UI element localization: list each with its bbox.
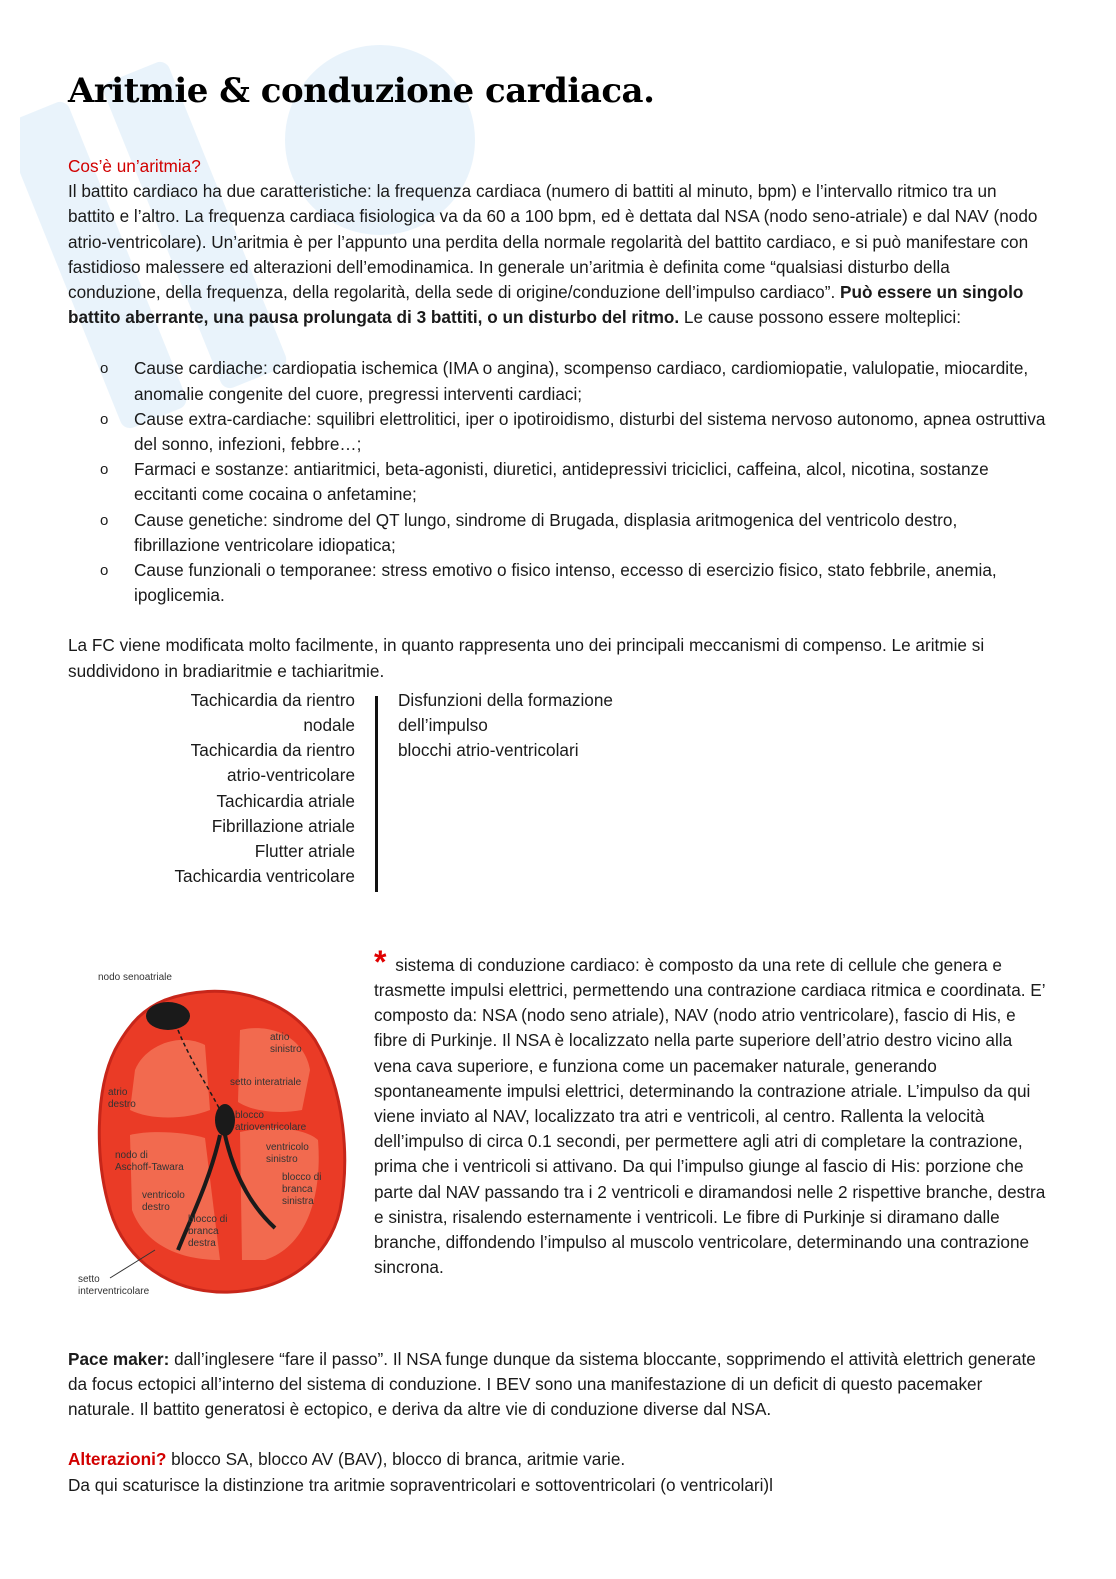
list-item: Tachicardia atriale — [216, 790, 355, 811]
label-blocco-av: atrioventricolare — [235, 1121, 307, 1133]
list-item: Tachicardia da rientro — [190, 689, 355, 710]
label-nodo-aschoff: nodo di — [115, 1149, 148, 1161]
label-setto-interatriale: setto interatriale — [230, 1076, 302, 1088]
alterazioni-label: Alterazioni? — [68, 1449, 167, 1470]
list-item: Tachicardia da rientro — [190, 740, 355, 761]
cause-text: Cause genetiche: sindrome del QT lungo, sindrome di Brugada, displasia aritmogenica del ventricolo destro, fibrillazione ventricolare idiopatica; — [134, 509, 958, 555]
cause-text: Cause cardiache: cardiopatia ischemica (IMA o angina), scompenso cardiaco, cardiomiopatie, valulopatie, miocardite, anomalie congenite del cuore, pregressi interventi cardiaci; — [134, 358, 1029, 404]
label-blocco-branca-sinistra: blocco di — [282, 1171, 322, 1183]
fc-paragraph: La FC viene modificata molto facilmente, in quanto rappresenta uno dei principali meccanismi di compenso. Le aritmie si suddividono in bradiaritmie e tachiaritmie. — [68, 635, 985, 681]
bullet-icon: o — [100, 461, 109, 479]
label-atrio-sinistro: sinistro — [270, 1043, 302, 1055]
label-atrio-destro: atrio — [108, 1086, 128, 1098]
label-ventricolo-destro: ventricolo — [142, 1189, 185, 1201]
label-blocco-av: blocco — [235, 1109, 264, 1121]
label-blocco-branca-sinistra: branca — [282, 1183, 313, 1195]
conduction-text: sistema di conduzione cardiaco: è composto da una rete di cellule che genera e trasmette impulsi elettrici, permettendo una contrazione cardiaca ritmica e coordinata. E’ composto da: NSA (nodo seno atriale), NAV (nodo atrio ventricolare), fascio di His, e fibre di Purkinje. Il NSA è localizzato nella parte superiore dell’atrio destro vicino alla vena cava superiore, e funziona come un pacemaker naturale, generando spontaneamente impulsi elettrici, determinando la contrazione atriale. L’impulso da qui viene inviato al NAV, localizzato tra atri e ventricoli, al centro. Rallenta la velocità dell’impulso di circa 0.1 secondi, per permettere agli atri di completare la contrazione, prima che i ventricoli si attivano. Da qui l’impulso giunge al fascio di His: porzione che parte dal NAV passando tra i 2 ventricoli e diramandosi nelle 2 rispettive branche, destra e sinistra, risalendo esternamente i ventricoli. Le fibre di Purkinje si diramano dalle branche, diffondendo l’impulso al muscolo ventricolare, determinando una contrazione sincrona. — [374, 954, 1046, 1278]
intro-tail: Le cause possono essere molteplici: — [679, 307, 961, 328]
label-blocco-branca-destra: branca — [188, 1225, 219, 1237]
list-item: blocchi atrio-ventricolari — [398, 740, 579, 761]
intro-text: Il battito cardiaco ha due caratteristiche: la frequenza cardiaca (numero di battiti al minuto, bpm) e l’intervallo ritmico tra un battito e l’altro. La frequenza cardiaca fisiologica va da 60 a 100 bpm, ed è dettata dal NSA (nodo seno-atriale) e dal NAV (nodo atrio-ventricolare). Un’aritmia è per l’appunto una perdita della normale regolarità del battito cardiaco, e si può manifestare con fastidioso malessere ed alterazioni dell’emodinamica. In generale un’aritmia è definita come “qualsiasi disturbo della conduzione, della frequenza, della regolarità, della sede di origine/conduzione dell’impulso cardiaco”. — [68, 181, 1038, 303]
list-item: dell’impulso — [398, 715, 488, 736]
intro-paragraph — [68, 179, 1046, 330]
final-line: Da qui scaturisce la distinzione tra aritmie sopraventricolari e sottoventricolari (o ventricolari)l — [68, 1474, 773, 1495]
label-blocco-branca-sinistra: sinistra — [282, 1195, 314, 1207]
bullet-icon: o — [100, 511, 109, 529]
list-item — [68, 508, 1046, 558]
section-question: Cos’è un’aritmia? — [68, 156, 201, 176]
bradiaritmie-list — [398, 688, 698, 764]
bullet-icon: o — [100, 410, 109, 428]
list-item: Fibrillazione atriale — [211, 815, 355, 836]
heart-conduction-diagram — [70, 960, 360, 1300]
cause-text: Farmaci e sostanze: antiaritmici, beta-agonisti, diuretici, antidepressivi triciclici, caffeina, alcol, nicotina, sostanze eccitanti come cocaina o anfetamine; — [134, 459, 989, 505]
label-atrio-destro: destro — [108, 1098, 136, 1110]
causes-list — [68, 356, 1046, 608]
document-body — [68, 62, 1046, 1498]
label-atrio-sinistro: atrio — [270, 1031, 290, 1043]
list-item: Tachicardia ventricolare — [174, 866, 355, 887]
tachiaritmie-list — [68, 688, 355, 890]
label-blocco-branca-destra: blocco di — [188, 1213, 228, 1225]
conduction-paragraph — [374, 943, 1046, 1281]
nodo-av-shape — [215, 1104, 235, 1136]
list-item — [68, 457, 1046, 507]
alterazioni-paragraph — [68, 1447, 1046, 1472]
arrhythmia-columns — [68, 688, 1046, 898]
list-item: atrio-ventricolare — [227, 765, 355, 786]
label-setto-interventricolare: setto — [78, 1273, 100, 1285]
label-ventricolo-destro: destro — [142, 1201, 170, 1213]
intro-bold: Può essere un singolo battito aberrante, una pausa prolungata di 3 battiti, o un disturbo del ritmo. — [68, 282, 1024, 328]
list-item: nodale — [303, 715, 355, 736]
list-item: Flutter atriale — [254, 841, 355, 862]
list-item: Disfunzioni della formazione — [398, 689, 613, 710]
pacemaker-text: dall’inglesere “fare il passo”. Il NSA funge dunque da sistema bloccante, sopprimendo el attività elettrich generate da focus ectopici all’interno del sistema di conduzione. I BEV sono una manifestazione di un deficit di questo pacemaker naturale. Il battito generatosi è ectopico, e deriva da altre vie di conduzione diverse dal NSA. — [68, 1348, 1036, 1420]
column-divider — [375, 696, 378, 892]
page-title: Aritmie & conduzione cardiaca. — [68, 71, 655, 111]
nodo-senoatriale-shape — [146, 1002, 190, 1030]
pacemaker-label: Pace maker: — [68, 1348, 170, 1369]
conduction-section — [68, 943, 1046, 1330]
label-blocco-branca-destra: destra — [188, 1237, 216, 1249]
list-item — [68, 407, 1046, 457]
asterisk-icon: * — [374, 943, 387, 980]
list-item — [68, 558, 1046, 608]
label-nodo-senoatriale: nodo senoatriale — [98, 971, 172, 983]
label-ventricolo-sinistro: ventricolo — [266, 1141, 309, 1153]
bullet-icon: o — [100, 562, 109, 580]
label-ventricolo-sinistro: sinistro — [266, 1153, 298, 1165]
list-item — [68, 356, 1046, 406]
bullet-icon: o — [100, 360, 109, 378]
label-setto-interventricolare: interventricolare — [78, 1285, 150, 1297]
cause-text: Cause extra-cardiache: squilibri elettrolitici, iper o ipotiroidismo, disturbi del sistema nervoso autonomo, apnea ostruttiva del sonno, infezioni, febbre…; — [134, 408, 1046, 455]
label-nodo-aschoff: Aschoff-Tawara — [115, 1161, 184, 1173]
alterazioni-text: blocco SA, blocco AV (BAV), blocco di branca, aritmie varie. — [166, 1449, 626, 1470]
cause-text: Cause funzionali o temporanee: stress emotivo o fisico intenso, eccesso di esercizio fisico, stato febbrile, anemia, ipoglicemia. — [134, 560, 997, 606]
pacemaker-paragraph — [68, 1347, 1046, 1423]
